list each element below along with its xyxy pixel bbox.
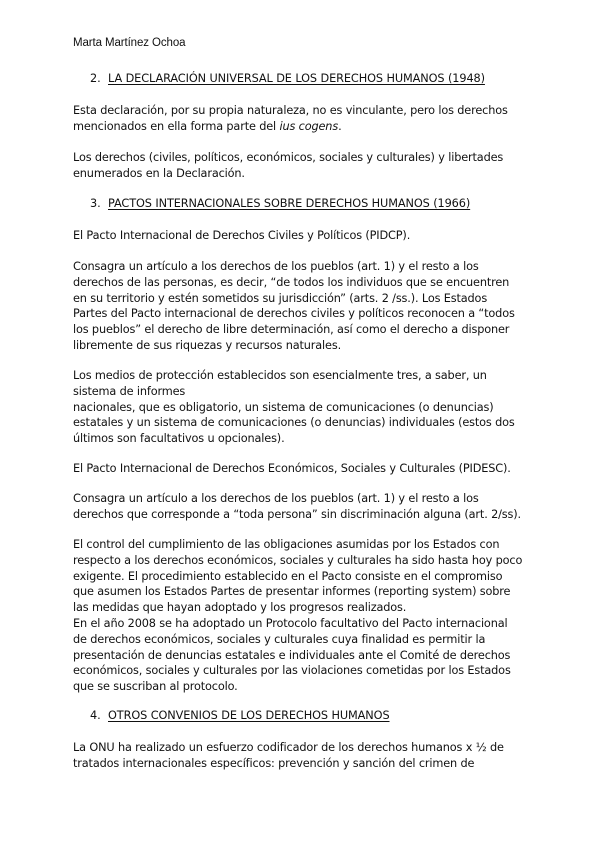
section-number: 2. — [90, 72, 101, 85]
section-title: PACTOS INTERNACIONALES SOBRE DERECHOS HUMANOS (1966) — [108, 197, 471, 210]
text-line: Consagra un artículo a los derechos de los pueblos (art. 1) y el resto a los — [73, 492, 479, 505]
text-run: mencionados en ella forma parte del — [73, 119, 280, 133]
text-line: sistema de informes — [73, 384, 186, 398]
text-line: En el año 2008 se ha adoptado un Protocolo facultativo del Pacto internacional — [73, 616, 508, 630]
text-line: respecto a los derechos económicos, sociales y culturales ha sido hasta hoy poco — [73, 553, 523, 567]
text-line: que se suscriban al protocolo. — [73, 680, 238, 694]
paragraph-pidesc-content — [73, 491, 521, 523]
text-line: Los medios de protección establecidos son esencialmente tres, a saber, un — [73, 369, 487, 382]
text-line: enumerados en la Declaración. — [73, 166, 245, 180]
text-line: El Pacto Internacional de Derechos Económicos, Sociales y Culturales (PIDESC). — [73, 462, 511, 475]
section-number: 4. — [90, 709, 101, 722]
text-line: La ONU ha realizado un esfuerzo codificador de los derechos humanos x ½ de — [73, 741, 504, 754]
text-line: exigente. El procedimiento establecido en el Pacto consiste en el compromiso — [73, 569, 503, 583]
text-line: los pueblos” el derecho de libre determinación, así como el derecho a disponer — [73, 323, 510, 337]
text-line: de derechos económicos, sociales y culturales cuya finalidad es permitir la — [73, 632, 486, 646]
paragraph-other-conventions — [73, 740, 504, 772]
text-line: estatales y un sistema de comunicaciones (o denuncias) individuales (estos dos — [73, 416, 515, 430]
author-header: Marta Martínez Ochoa — [73, 37, 186, 49]
text-line: tratados internacionales específicos: prevención y sanción del crimen de — [73, 756, 475, 770]
paragraph-pidesc-title — [73, 461, 511, 477]
text-line: Esta declaración, por su propia naturaleza, no es vinculante, pero los derechos — [73, 104, 508, 117]
text-line: libremente de sus riquezas y recursos naturales. — [73, 338, 342, 352]
text-line: últimos son facultativos u opcionales). — [73, 432, 285, 446]
section-number: 3. — [90, 197, 101, 210]
text-line: Los derechos (civiles, políticos, económicos, sociales y culturales) y libertades — [73, 151, 504, 164]
text-line: Partes del Pacto internacional de derechos civiles y políticos reconocen a “todos — [73, 307, 515, 321]
section-heading-4 — [90, 709, 390, 722]
paragraph-declaration-nature — [73, 103, 508, 135]
text-line: las medidas que hayan adoptado y los progresos realizados. — [73, 601, 407, 615]
text-line: presentación de denuncias estatales e individuales ante el Comité de derechos — [73, 648, 511, 662]
text-line: Consagra un artículo a los derechos de los pueblos (art. 1) y el resto a los — [73, 260, 479, 273]
text-line — [73, 119, 508, 135]
paragraph-protection-means — [73, 368, 515, 447]
section-title: OTROS CONVENIOS DE LOS DERECHOS HUMANOS — [108, 709, 390, 722]
section-title: LA DECLARACIÓN UNIVERSAL DE LOS DERECHOS HUMANOS (1948) — [108, 72, 485, 85]
text-line: El control del cumplimiento de las obligaciones asumidas por los Estados con — [73, 538, 500, 551]
text-line: derechos que corresponde a “toda persona” sin discriminación alguna (art. 2/ss). — [73, 507, 521, 521]
text-line: derechos de las personas, es decir, “de todos los individuos que se encuentren — [73, 275, 510, 289]
paragraph-compliance-control — [73, 537, 522, 695]
paragraph-pidcp-title — [73, 228, 410, 244]
paragraph-pidcp-content — [73, 259, 515, 354]
section-heading-2 — [90, 72, 485, 85]
text-line: en su territorio y estén sometidos su jurisdicción” (arts. 2 /ss.). Los Estados — [73, 291, 488, 305]
text-line: económicos, sociales y culturales por las violaciones cometidas por los Estados — [73, 664, 511, 678]
italic-term: ius cogens — [279, 119, 339, 133]
text-line: nacionales, que es obligatorio, un sistema de comunicaciones (o denuncias) — [73, 400, 494, 414]
text-run: . — [338, 119, 342, 133]
text-line: El Pacto Internacional de Derechos Civiles y Políticos (PIDCP). — [73, 229, 411, 242]
section-heading-3 — [90, 197, 470, 210]
text-line: que asumen los Estados Partes de presentar informes (reporting system) sobre — [73, 585, 511, 599]
paragraph-rights-enumerated — [73, 150, 503, 182]
